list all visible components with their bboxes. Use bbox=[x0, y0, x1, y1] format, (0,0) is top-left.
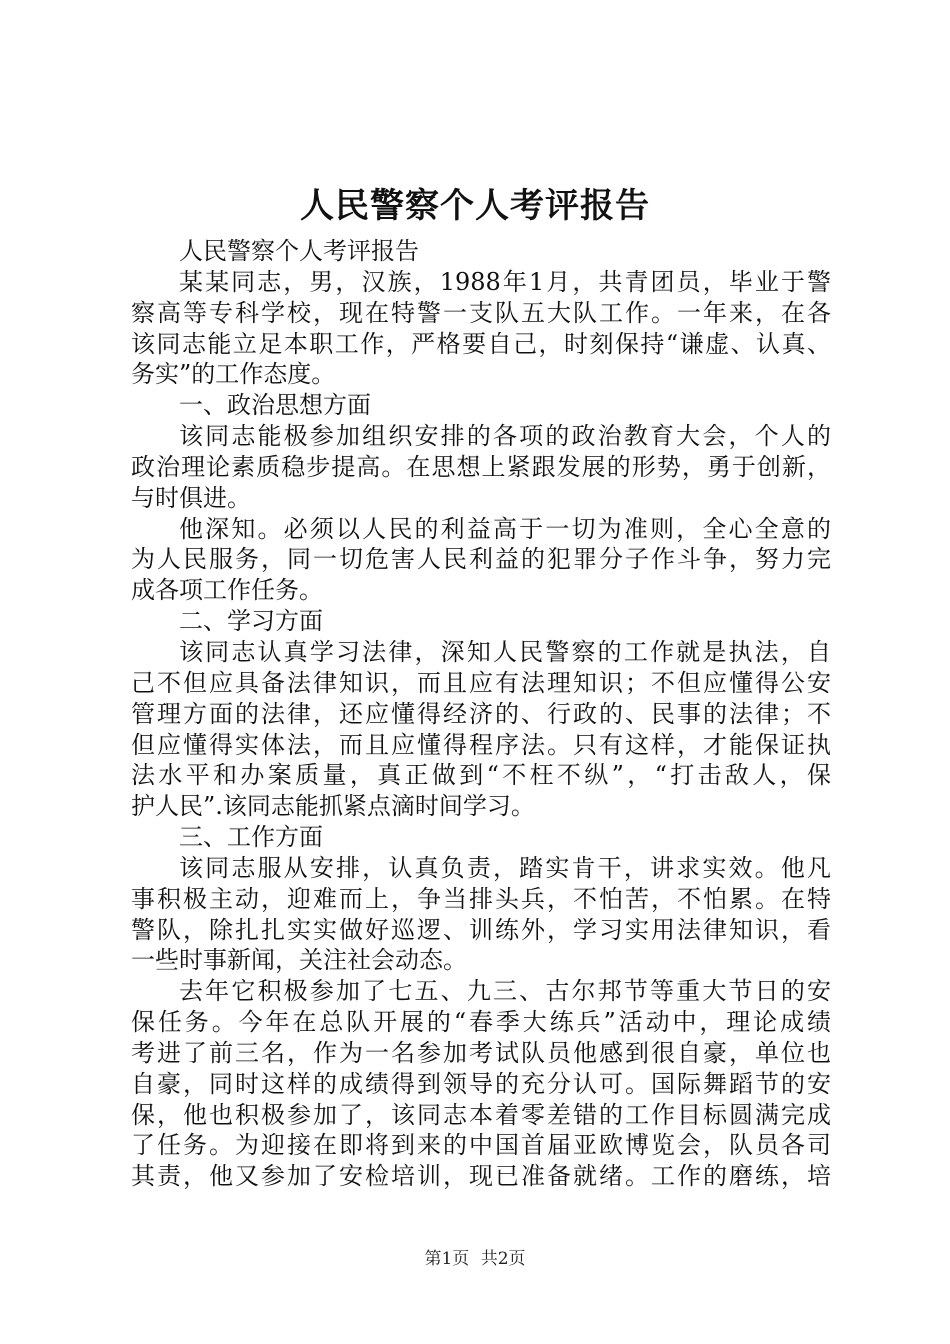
text-line: 了任务。为迎接在即将到来的中国首届亚欧博览会，队员各司 bbox=[131, 1131, 831, 1160]
text-line: 管理方面的法律，还应懂得经济的、行政的、民事的法律；不 bbox=[131, 699, 831, 728]
page-footer bbox=[0, 1244, 950, 1269]
text-line: 他深知。必须以人民的利益高于一切为准则，全心全意的 bbox=[179, 514, 831, 543]
text-line: 但应懂得实体法，而且应懂得程序法。只有这样，才能保证执 bbox=[131, 730, 831, 759]
text-line: 政治理论素质稳步提高。在思想上紧跟发展的形势，勇于创新， bbox=[131, 452, 831, 481]
text-line: 察高等专科学校，现在特警一支队五大队工作。一年来，在各 bbox=[131, 298, 831, 327]
text-line: 二、学习方面 bbox=[179, 607, 323, 636]
text-line: 事积极主动，迎难而上，争当排头兵，不怕苦，不怕累。在特 bbox=[131, 884, 831, 913]
document-title: 人民警察个人考评报告 bbox=[300, 186, 650, 226]
text-line: 去年它积极参加了七五、九三、古尔邦节等重大节日的安 bbox=[179, 977, 831, 1006]
text-line: 护人民”.该同志能抓紧点滴时间学习。 bbox=[131, 792, 535, 821]
text-line: 该同志认真学习法律，深知人民警察的工作就是执法，自 bbox=[179, 637, 831, 666]
text-line: 该同志服从安排，认真负责，踏实肯干，讲求实效。他凡 bbox=[179, 853, 831, 882]
text-line: 己不但应具备法律知识，而且应有法理知识；不但应懂得公安 bbox=[131, 668, 831, 697]
text-line: 人民警察个人考评报告 bbox=[179, 237, 419, 265]
text-line: 一些时事新闻，关注社会动态。 bbox=[131, 946, 467, 975]
text-line: 该同志能立足本职工作，严格要自己，时刻保持“谦虚、认真、 bbox=[131, 329, 831, 358]
text-line: 考进了前三名，作为一名参加考试队员他感到很自豪，单位也 bbox=[131, 1038, 831, 1067]
text-line: 与时俱进。 bbox=[131, 483, 251, 512]
text-line: 保任务。今年在总队开展的“春季大练兵”活动中，理论成绩 bbox=[131, 1008, 831, 1037]
text-line: 一、政治思想方面 bbox=[179, 391, 371, 420]
text-line: 保，他也积极参加了，该同志本着零差错的工作目标圆满完成 bbox=[131, 1100, 831, 1129]
text-line: 该同志能极参加组织安排的各项的政治教育大会，个人的 bbox=[179, 422, 831, 451]
text-line: 某某同志，男，汉族，1988年1月，共青团员，毕业于警 bbox=[179, 267, 831, 296]
page-number: 第1页 bbox=[424, 1249, 470, 1269]
text-line: 警队，除扎扎实实做好巡逻、训练外，学习实用法律知识，看 bbox=[131, 915, 831, 944]
text-line: 为人民服务，同一切危害人民利益的犯罪分子作斗争，努力完 bbox=[131, 545, 831, 574]
text-line: 务实”的工作态度。 bbox=[131, 360, 336, 389]
page-total: 共2页 bbox=[480, 1249, 526, 1269]
text-line: 成各项工作任务。 bbox=[131, 576, 323, 605]
text-line: 三、工作方面 bbox=[179, 823, 323, 852]
text-line: 自豪，同时这样的成绩得到领导的充分认可。国际舞蹈节的安 bbox=[131, 1069, 831, 1098]
document-body bbox=[131, 236, 831, 1192]
text-line: 法水平和办案质量，真正做到“不枉不纵”，“打击敌人，保 bbox=[131, 761, 831, 790]
text-line: 其责，他又参加了安检培训，现已准备就绪。工作的磨练，培 bbox=[131, 1162, 831, 1191]
